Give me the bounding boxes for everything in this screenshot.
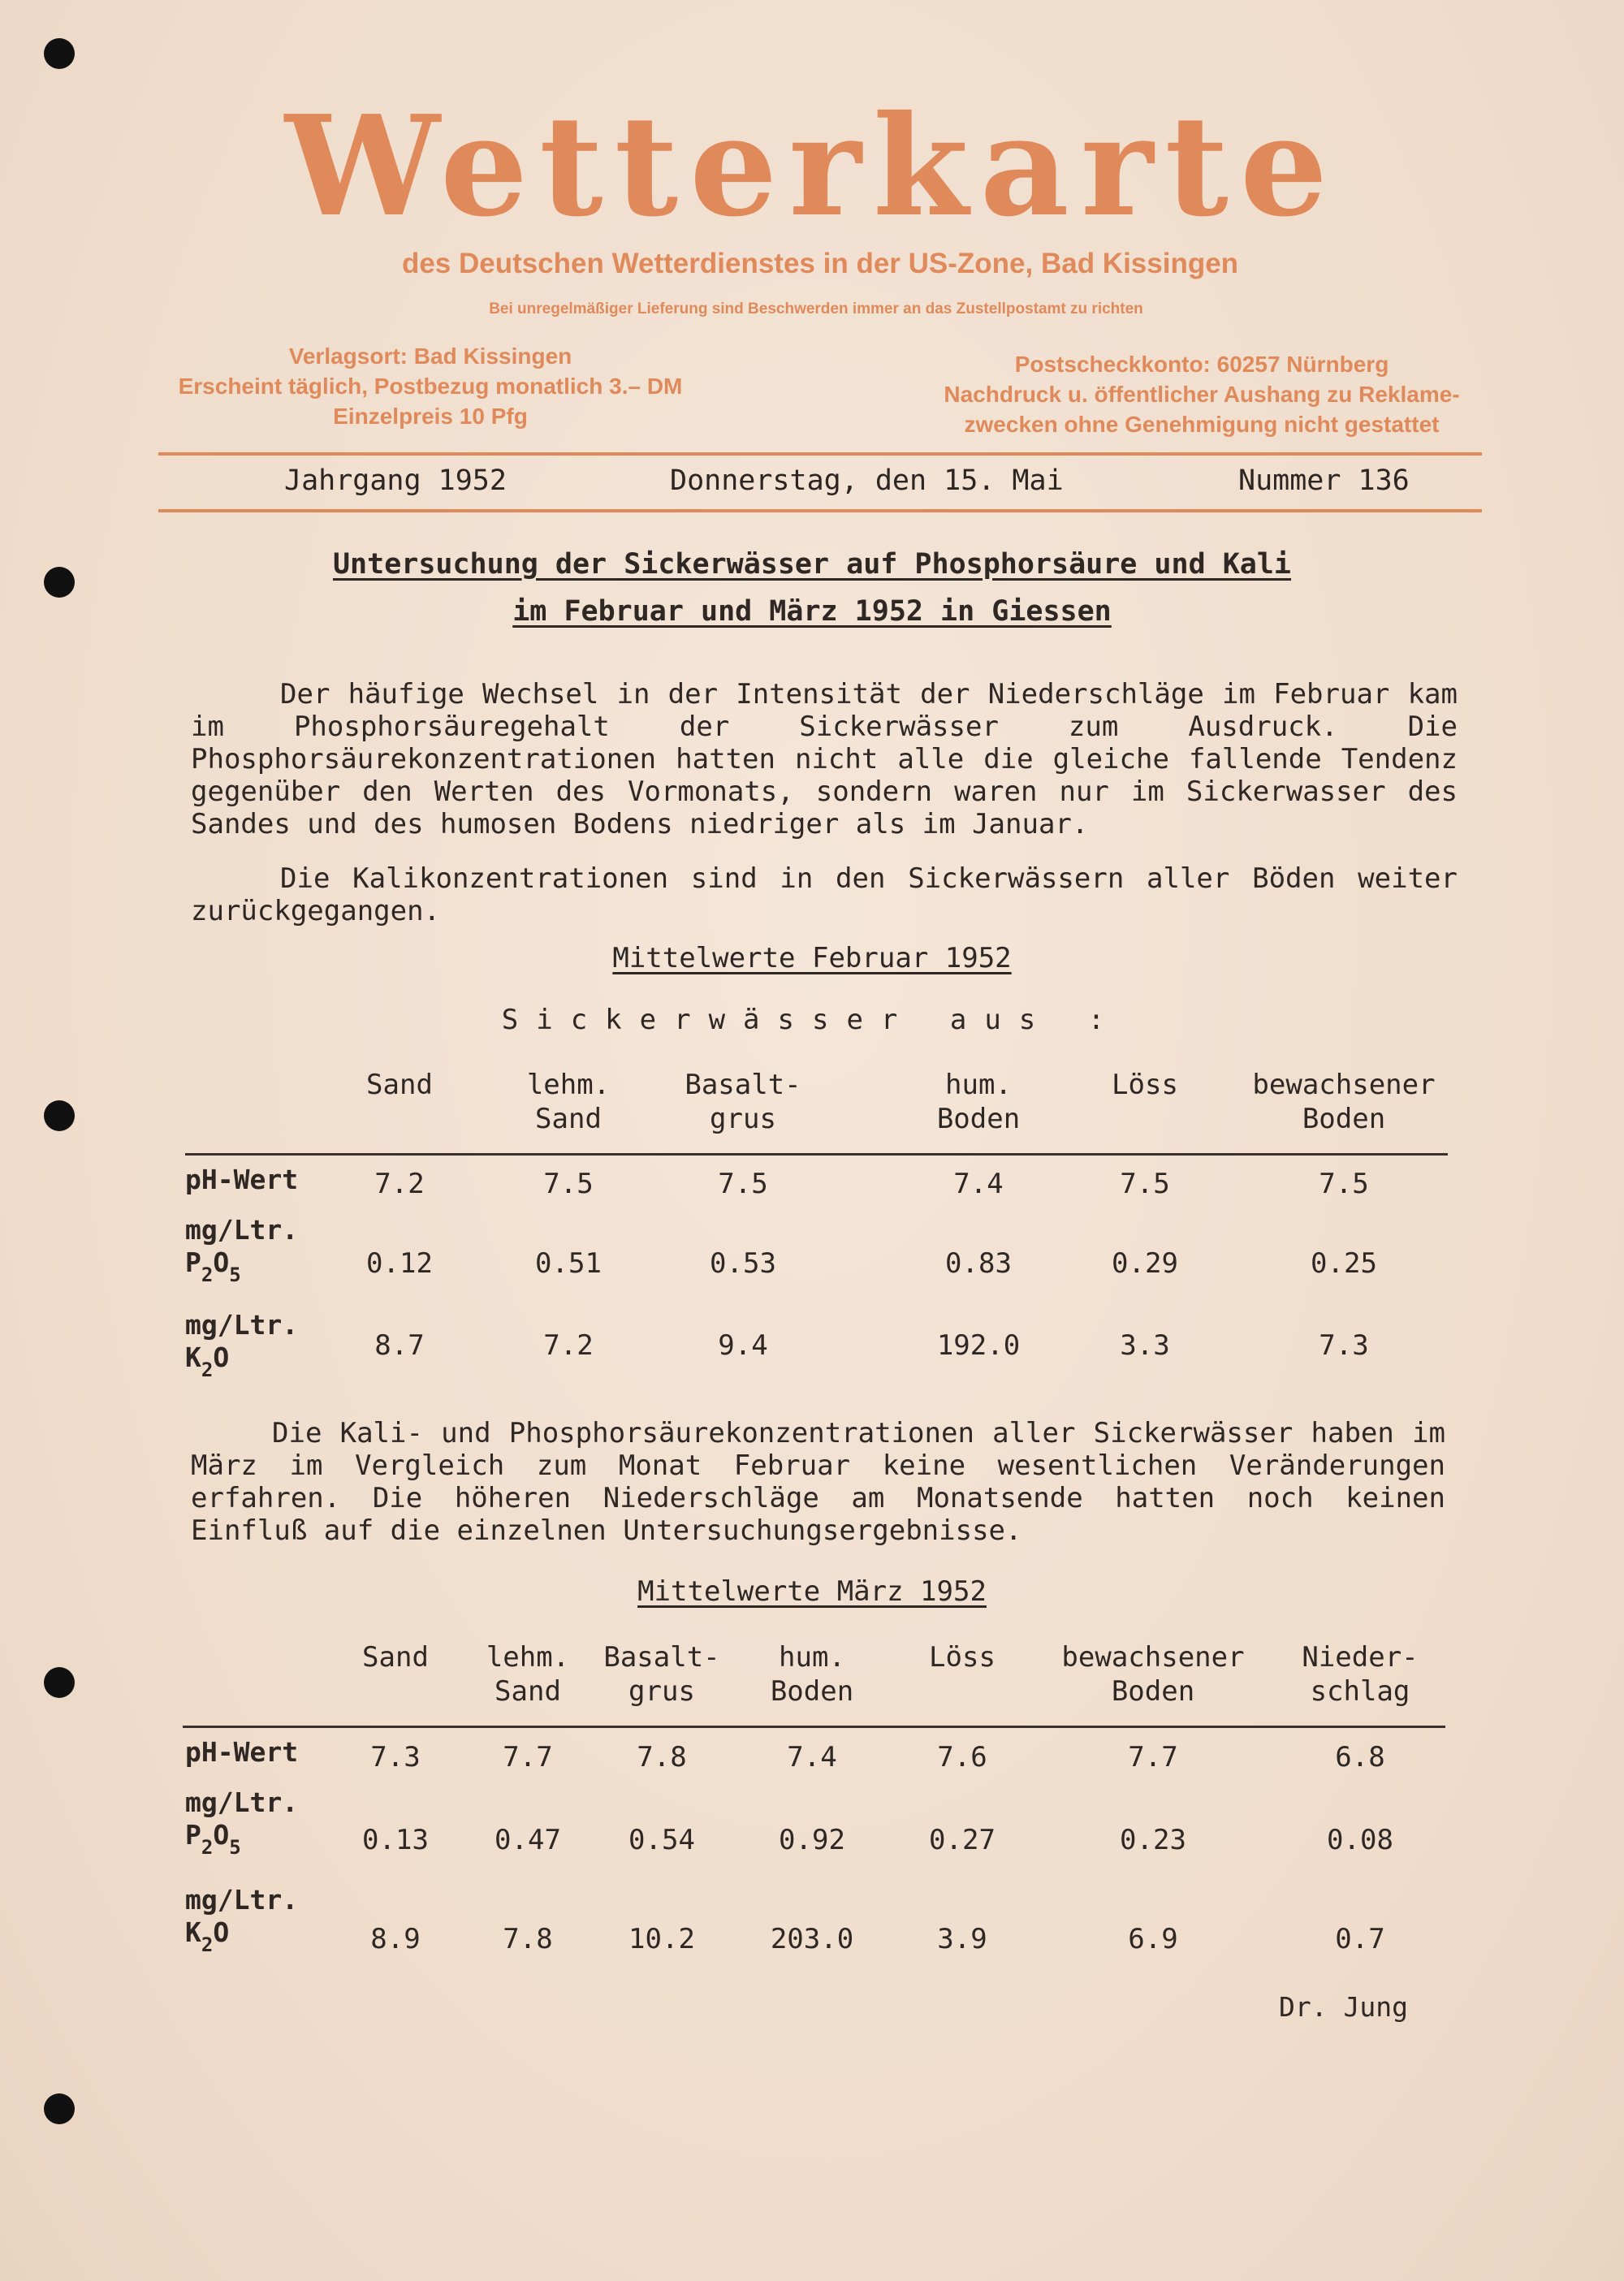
table-cell: 0.23 — [1120, 1824, 1186, 1856]
paragraph-2: Die Kalikonzentrationen sind in den Sickerwässern aller Böden weiter zurückgegangen. — [191, 862, 1458, 927]
column-header: Basalt- grus — [603, 1641, 720, 1708]
table-cell: 7.6 — [937, 1741, 987, 1773]
table-cell: 10.2 — [628, 1923, 695, 1955]
table-cell: 0.29 — [1112, 1247, 1178, 1280]
article-title-line-1: Untersuchung der Sickerwässer auf Phosphorsäure und Kali — [332, 548, 1292, 581]
punch-hole — [44, 2093, 75, 2124]
table-cell: 0.51 — [535, 1247, 602, 1280]
table-cell: 0.12 — [366, 1247, 433, 1280]
table-cell: 0.25 — [1311, 1247, 1377, 1280]
masthead-title: Wetterkarte — [284, 85, 1340, 248]
column-header: lehm. Sand — [486, 1641, 570, 1708]
table-cell: 7.4 — [953, 1168, 1004, 1200]
table-cell: 9.4 — [718, 1329, 768, 1362]
publisher-line: Erscheint täglich, Postbezug monatlich 3.– DM — [178, 374, 683, 399]
paragraph-1: Der häufige Wechsel in der Intensität der Niederschläge im Februar kam im Phosphorsäuregehalt der Sickerwässer zum Ausdruck. Die Phosphorsäurekonzentrationen hatten nicht alle die gleiche fallende Tendenz gegenüber den Werten des Vormonats, sondern waren nur im Sickerwasser des Sandes und des humosen Bodens niedriger als im Januar. — [191, 678, 1458, 840]
masthead-rule-bottom — [158, 509, 1482, 512]
table-cell: 203.0 — [770, 1923, 854, 1955]
row-label: mg/Ltr. $K_2O$ — [185, 1884, 299, 1956]
table-cell: 7.2 — [374, 1168, 425, 1200]
issue-date: Donnerstag, den 15. Mai — [670, 464, 1064, 497]
table-cell: 7.3 — [1319, 1329, 1369, 1362]
column-header: Löss — [1112, 1069, 1178, 1101]
table-cell: 7.8 — [503, 1923, 553, 1955]
table-cell: 0.47 — [495, 1824, 561, 1856]
row-label: mg/Ltr. $P_2O_5$ — [185, 1214, 299, 1286]
table-cell: 6.8 — [1335, 1741, 1385, 1773]
column-header: Basalt- grus — [685, 1069, 801, 1135]
table-cell: 0.92 — [779, 1824, 845, 1856]
account-info — [934, 349, 1470, 439]
publisher-info — [162, 341, 698, 431]
table-cell: 7.7 — [1128, 1741, 1178, 1773]
feb-heading-text: Mittelwerte Februar 1952 — [612, 942, 1012, 974]
table-cell: 8.9 — [370, 1923, 421, 1955]
volume-label: Jahrgang 1952 — [284, 464, 507, 497]
article-title-line-2: im Februar und März 1952 in Giessen — [512, 595, 1112, 628]
table-cell: 7.5 — [1319, 1168, 1369, 1200]
row-label: mg/Ltr. $P_2O_5$ — [185, 1786, 299, 1859]
table-cell: 7.2 — [543, 1329, 594, 1362]
column-header: hum. Boden — [936, 1069, 1021, 1135]
row-label: pH-Wert — [185, 1164, 299, 1195]
column-header: lehm. Sand — [526, 1069, 611, 1135]
table-cell: 0.7 — [1335, 1923, 1385, 1955]
table-cell: 8.7 — [374, 1329, 425, 1362]
article-title — [0, 595, 1624, 628]
column-header: Sand — [366, 1069, 433, 1101]
table-header-rule — [183, 1726, 1445, 1728]
column-header: bewachsener Boden — [1252, 1069, 1436, 1135]
punch-hole — [44, 38, 75, 69]
table-cell: 7.5 — [543, 1168, 594, 1200]
table-cell: 7.3 — [370, 1741, 421, 1773]
column-header: bewachsener Boden — [1061, 1641, 1245, 1708]
account-line: zwecken ohne Genehmigung nicht gestattet — [964, 412, 1440, 437]
masthead-rule-top — [158, 452, 1482, 456]
publisher-line: Einzelpreis 10 Pfg — [333, 404, 528, 429]
table-cell: 192.0 — [936, 1329, 1021, 1362]
column-header: Nieder- schlag — [1302, 1641, 1419, 1708]
table-cell: 7.8 — [637, 1741, 687, 1773]
table-cell: 0.54 — [628, 1824, 695, 1856]
signature: Dr. Jung — [1279, 1991, 1408, 2023]
column-header: hum. Boden — [770, 1641, 854, 1708]
row-label: mg/Ltr. $K_2O$ — [185, 1309, 299, 1381]
table-header-rule — [185, 1153, 1448, 1156]
table-cell: 7.4 — [787, 1741, 837, 1773]
account-line: Nachdruck u. öffentlicher Aushang zu Reklame- — [944, 382, 1460, 407]
table-cell: 0.83 — [945, 1247, 1012, 1280]
issue-number: Nummer 136 — [1238, 464, 1410, 497]
paragraph-3: Die Kali- und Phosphorsäurekonzentrationen aller Sickerwässer haben im März im Vergleich zum Monat Februar keine wesentlichen Veränderungen erfahren. Die höheren Niederschläge am Monatsende hatten noch keinen Einfluß auf die einzelnen Untersuchungsergebnisse. — [191, 1417, 1445, 1547]
table-cell: 0.53 — [710, 1247, 776, 1280]
table-cell: 7.5 — [718, 1168, 768, 1200]
mar-table-heading — [0, 1575, 1624, 1608]
punch-hole — [44, 1100, 75, 1131]
column-header: Sand — [362, 1641, 429, 1674]
publisher-line: Verlagsort: Bad Kissingen — [288, 343, 572, 369]
feb-table-heading — [0, 942, 1624, 974]
punch-hole — [44, 1667, 75, 1698]
table-cell: 7.7 — [503, 1741, 553, 1773]
article-title — [0, 548, 1624, 581]
delivery-notice: Bei unregelmäßiger Lieferung sind Beschwerden immer an das Zustellpostamt zu richten — [489, 300, 1143, 318]
account-line: Postscheckkonto: 60257 Nürnberg — [1014, 352, 1389, 377]
table-cell: 7.5 — [1120, 1168, 1170, 1200]
row-label: pH-Wert — [185, 1736, 299, 1768]
table-cell: 0.13 — [362, 1824, 429, 1856]
table-cell: 0.08 — [1327, 1824, 1393, 1856]
feb-table-subheading: Sickerwässer aus : — [501, 1004, 1123, 1036]
column-header: Löss — [929, 1641, 996, 1674]
table-cell: 3.9 — [937, 1923, 987, 1955]
masthead-subtitle: des Deutschen Wetterdienstes in der US-Zone, Bad Kissingen — [401, 248, 1239, 279]
mar-heading-text: Mittelwerte März 1952 — [637, 1575, 987, 1608]
table-cell: 6.9 — [1128, 1923, 1178, 1955]
table-cell: 0.27 — [929, 1824, 996, 1856]
table-cell: 3.3 — [1120, 1329, 1170, 1362]
